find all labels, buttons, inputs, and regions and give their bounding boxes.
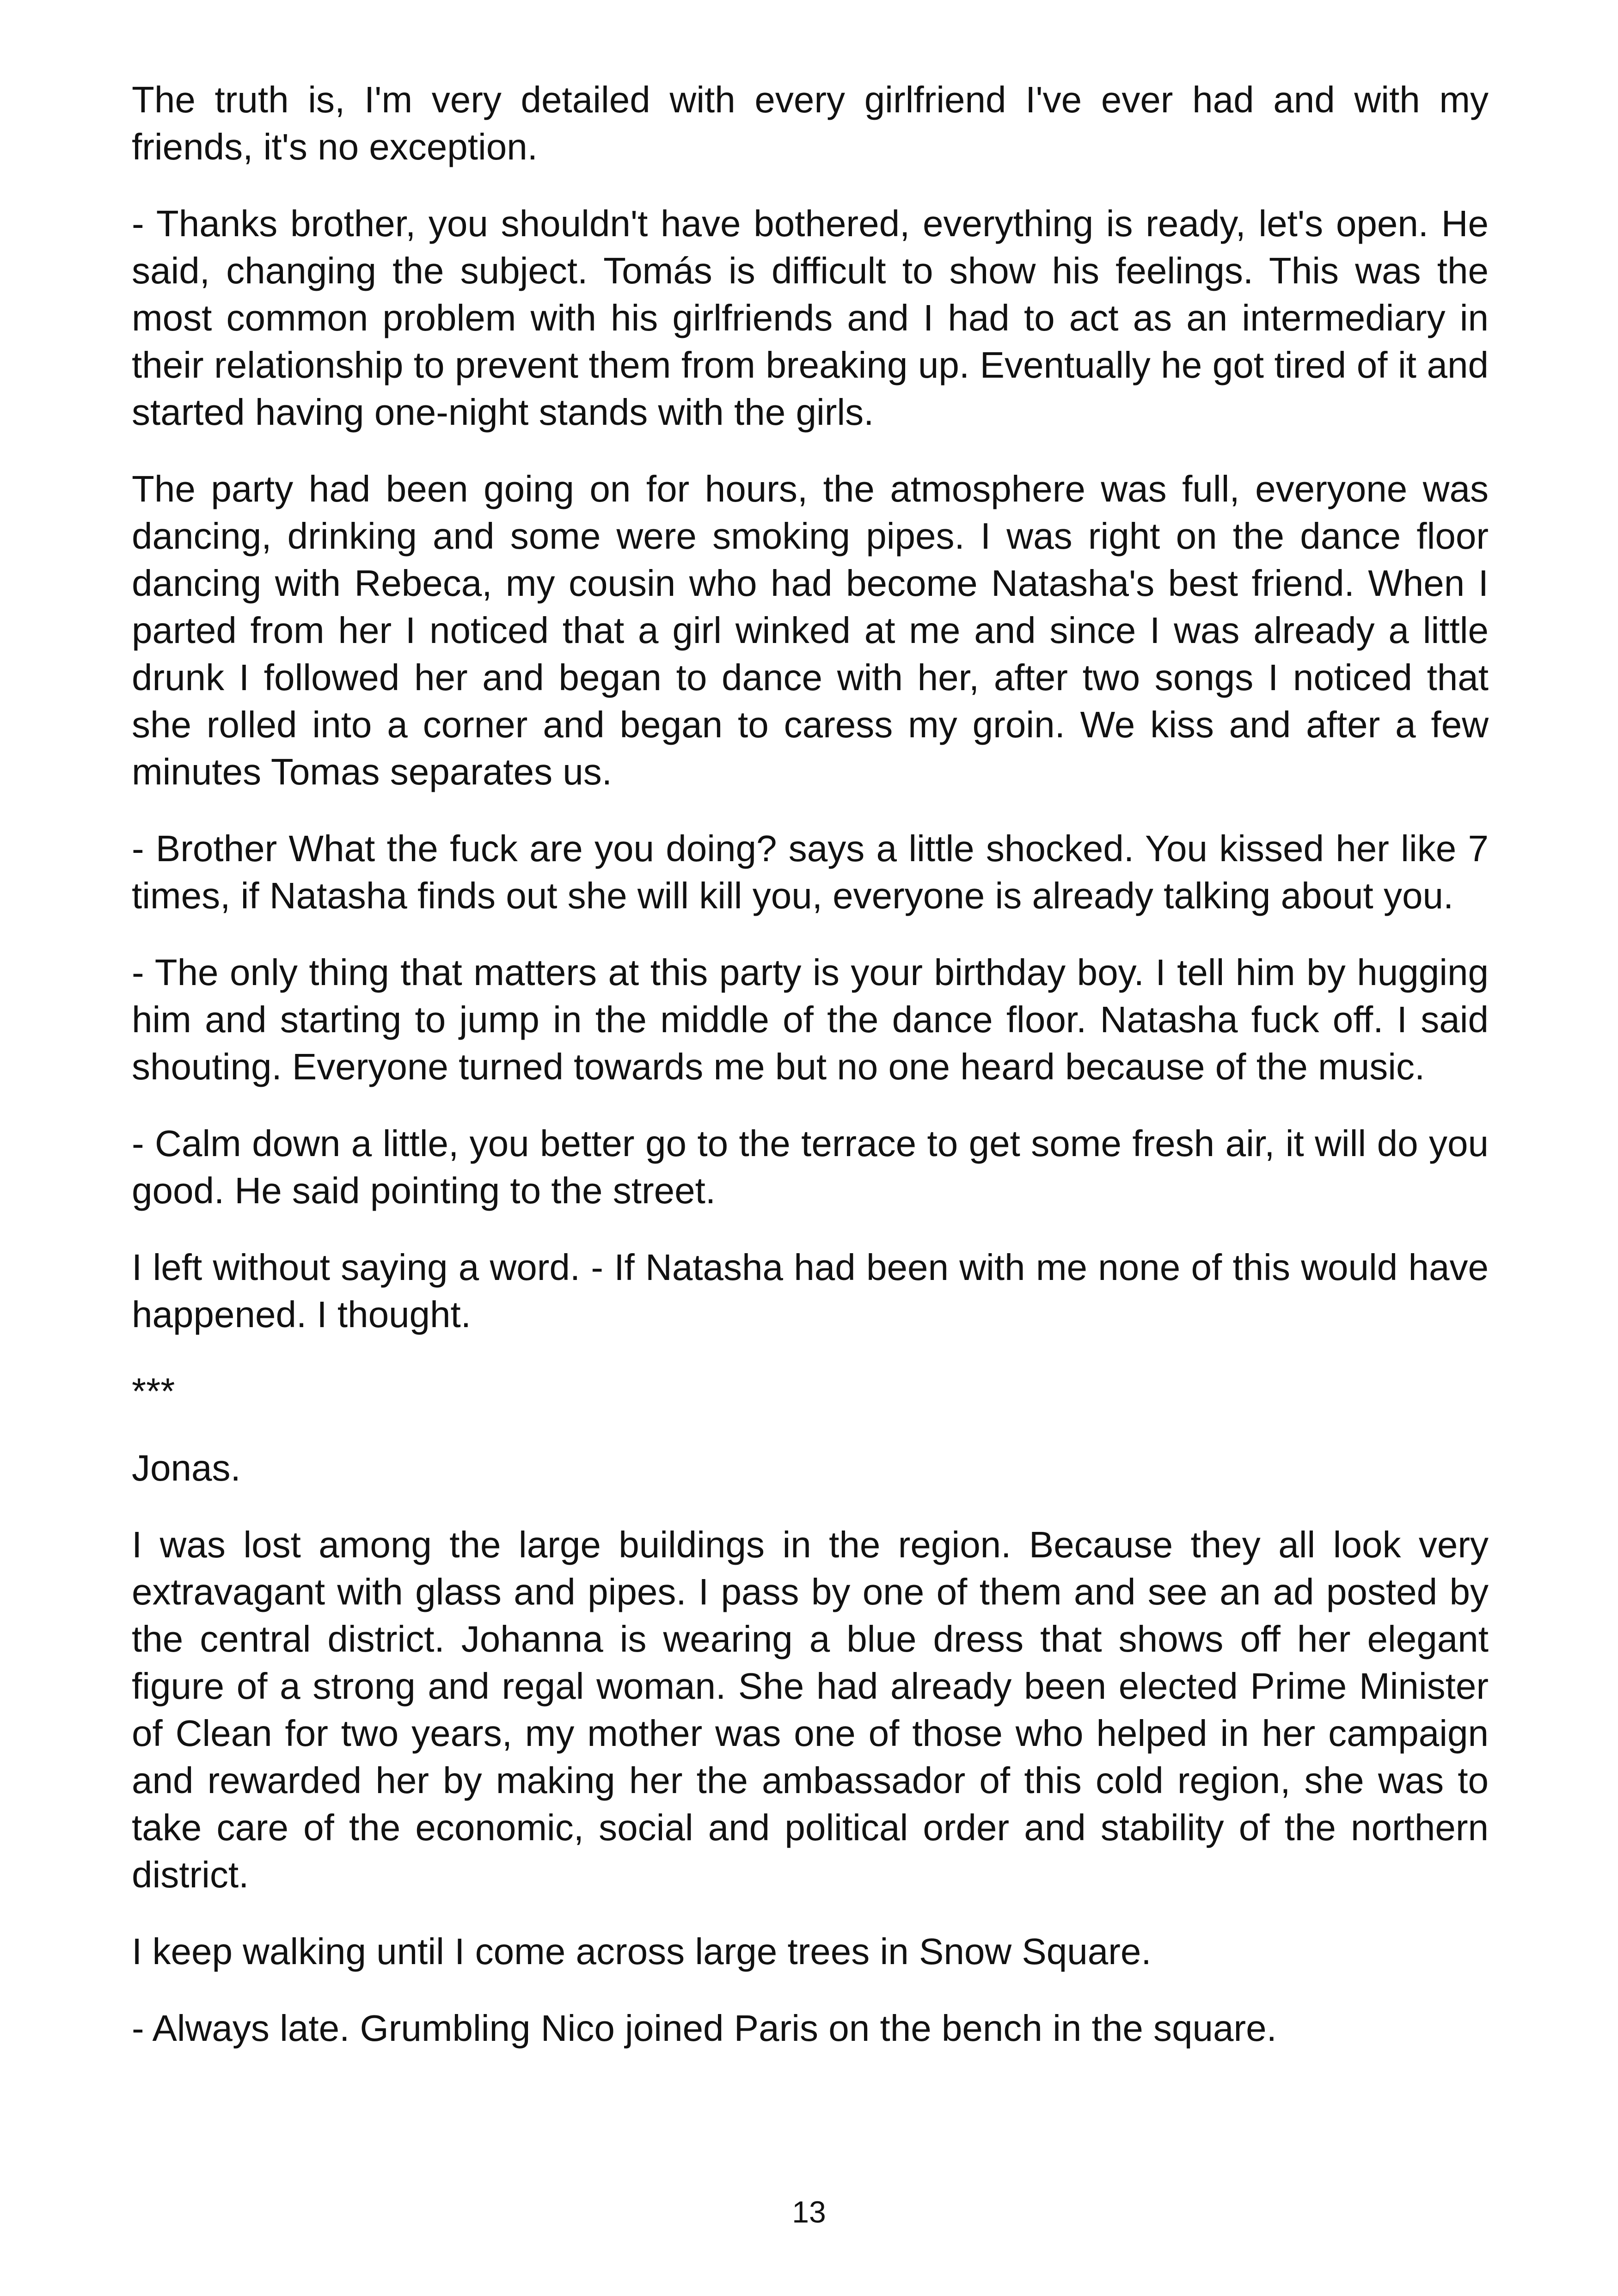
paragraph-10: - Always late. Grumbling Nico joined Paris on the bench in the square. (132, 2008, 1277, 2049)
paragraph-4: - Brother What the fuck are you doing? says a little shocked. You kissed her like 7 times, if Natasha finds out she will kill you, everyone is already talking about you. (132, 828, 1489, 916)
paragraph-2: - Thanks brother, you shouldn't have bothered, everything is ready, let's open. He said, changing the subject. Tomás is difficult to show his feelings. This was the most common problem with his girlfriends and I had to act as an intermediary in their relationship to prevent them from breaking up. Eventually he got tired of it and started having one-night stands with the girls. (132, 203, 1489, 433)
paragraph-1: The truth is, I'm very detailed with every girlfriend I've ever had and with my friends, it's no exception. (132, 79, 1489, 167)
paragraph-9: I keep walking until I come across large trees in Snow Square. (132, 1931, 1152, 1972)
scene-break: *** (132, 1371, 175, 1412)
paragraph-3: The party had been going on for hours, the atmosphere was full, everyone was dancing, drinking and some were smoking pipes. I was right on the dance floor dancing with Rebeca, my cousin who had become Natasha's best friend. When I parted from her I noticed that a girl winked at me and since I was already a little drunk I followed her and began to dance with her, after two songs I noticed that she rolled into a corner and began to caress my groin. We kiss and after a few minutes Tomas separates us. (132, 468, 1489, 792)
paragraph-8: I was lost among the large buildings in the region. Because they all look very extravagant with glass and pipes. I pass by one of them and see an ad posted by the central district. Johanna is wearing a blue dress that shows off her elegant figure of a strong and regal woman. She had already been elected Prime Minister of Clean for two years, my mother was one of those who helped in her campaign and rewarded her by making her the ambassador of this cold region, she was to take care of the economic, social and political order and stability of the northern district. (132, 1524, 1489, 1895)
paragraph-6: - Calm down a little, you better go to the terrace to get some fresh air, it will do you good. He said pointing to the street. (132, 1123, 1489, 1211)
paragraph-7: I left without saying a word. - If Natasha had been with me none of this would have happened. I thought. (132, 1247, 1489, 1335)
paragraph-5: - The only thing that matters at this party is your birthday boy. I tell him by hugging him and starting to jump in the middle of the dance floor. Natasha fuck off. I said shouting. Everyone turned towards me but no one heard because of the music. (132, 952, 1489, 1087)
chapter-pov-heading: Jonas. (132, 1447, 241, 1488)
page-body-text (132, 76, 1489, 2082)
page-number: 13 (792, 2195, 826, 2229)
